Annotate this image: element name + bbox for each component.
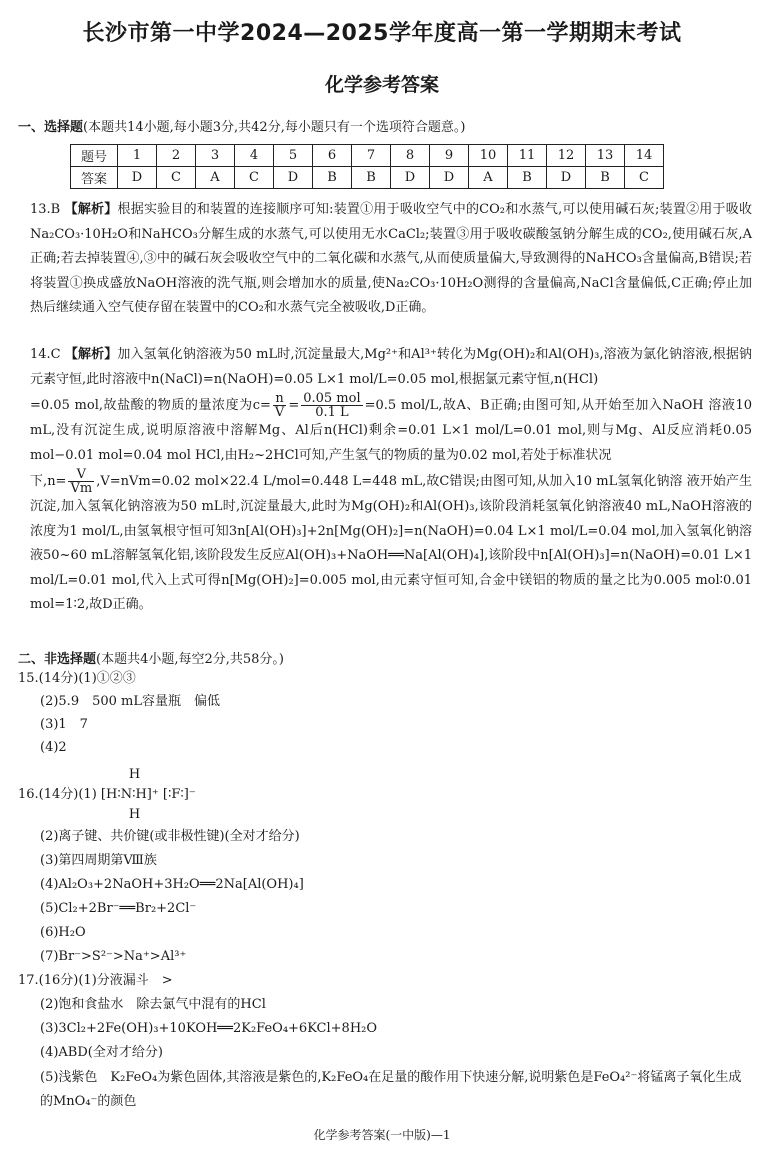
table-row-numbers: [71, 145, 664, 167]
table-cell: C: [157, 167, 196, 189]
q16-line4: (4)Al₂O₃+2NaOH+3H₂O══2Na[Al(OH)₄]: [40, 877, 304, 892]
table-cell: C: [235, 167, 274, 189]
table-cell: D: [547, 167, 586, 189]
q17-line1: 17.(16分)(1)分液漏斗 >: [18, 973, 173, 988]
q16-line1: 16.(14分)(1) H [H∶N∶H]⁺ H [∶F∶]⁻: [18, 767, 196, 822]
table-cell: D: [430, 167, 469, 189]
table-cell: 14: [625, 145, 664, 167]
q16-line6: (6)H₂O: [40, 925, 86, 940]
q16-line3: (3)第四周期第Ⅷ族: [40, 853, 157, 868]
answer-table: [70, 144, 664, 189]
q15-line2: (2)5.9 500 mL容量瓶 偏低: [40, 694, 220, 709]
table-cell: 2: [157, 145, 196, 167]
table-cell: 3: [196, 145, 235, 167]
fraction: $\frac{V}{Vm}$: [70, 467, 93, 496]
table-cell: 8: [391, 145, 430, 167]
table-row-answers: [71, 167, 664, 189]
section2-heading: 二、非选择题(本题共4小题,每空2分,共58分。): [18, 652, 285, 667]
table-cell: 7: [352, 145, 391, 167]
q15-line1: 15.(14分)(1)①②③: [18, 671, 136, 686]
q17-line2: (2)饱和食盐水 除去氯气中混有的HCl: [40, 997, 266, 1012]
table-cell: D: [118, 167, 157, 189]
table-cell: B: [586, 167, 625, 189]
q15-line4: (4)2: [40, 740, 67, 755]
row-label-question: 题号: [71, 145, 118, 167]
section1-heading: 一、选择题(本题共14小题,每小题3分,共42分,每小题只有一个选项符合题意。): [18, 120, 466, 135]
q13-explanation: 13.B 【解析】根据实验目的和装置的连接顺序可知:装置①用于吸收空气中的CO₂和水蒸气,可以使用碱石灰;装置②用于吸收Na₂CO₃·10H₂O和NaHCO₃分解生成的水蒸气,可以使用无水CaCl₂;装置③用于吸收碳酸氢钠分解生成的CO₂,使用碱石灰,A正确;若去掉装置④,③中的碱石灰会吸收空气中的二氧化碳和水蒸气,从而使质量偏大,导致测得的NaHCO₃含量偏高,B错误;若将装置①换成盛放NaOH溶液的洗气瓶,则会增加水的质量,使Na₂CO₃·10H₂O测得的含量偏高,NaCl含量偏低,C正确;停止加热后继续通入空气使存留在装置中的CO₂和水蒸气完全被吸收,D正确。: [30, 202, 752, 315]
table-cell: C: [625, 167, 664, 189]
q14-explanation: 14.C 【解析】加入氢氧化钠溶液为50 mL时,沉淀量最大,Mg²⁺和Al³⁺转化为Mg(OH)₂和Al(OH)₃,溶液为氯化钠溶液,根据钠元素守恒,此时溶液中n(NaCl)=n(NaOH)=0.05 L×1 mol/L=0.05 mol,根据氯元素守恒,n(HCl) =0.05 mol,故盐酸的物质的量浓度为c= $\frac{n}{V}$ = $\frac{\text{0.05 mol}}{0.1 L}$ =0.5 mol/L,故A、B正确;由图可知,从开始至加入NaOH 溶液10 mL,没有沉淀生成,说明原溶液中溶解Mg、Al后n(HCl)剩余=0.01 L×1 mol/L=0.01 mol,则与Mg、Al反应消耗0.05 mol−0.01 mol=0.04 mol HCl,由H₂~2HCl可知,产生氢气的物质的量为0.02 mol,若处于标准状况 下,n= $\frac{V}{Vm}$ ,V=nVm=0.02 mol×22.4 L/mol=0.448 L=448 mL,故C错误;由图可知,从加入10 mL氢氧化钠溶 液开始产生沉淀,加入氢氧化钠溶液为50 mL时,沉淀量最大,此时为Mg(OH)₂和Al(OH)₃,该阶段消耗氢氧化钠溶液40 mL,NaOH溶液的浓度为1 mol/L,由氢氧根守恒可知3n[Al(OH)₃]+2n[Mg(OH)₂]=n(NaOH)=0.04 L×1 mol/L=0.04 mol,加入氢氧化钠溶液50~60 mL溶解氢氧化铝,该阶段发生反应Al(OH)₃+NaOH══Na[Al(OH)₄],该阶段中n[Al(OH)₃]=n(NaOH)=0.01 L×1 mol/L=0.01 mol,代入上式可得n[Mg(OH)₂]=0.005 mol,由元素守恒可知,合金中镁铝的物质的量之比为0.005 mol∶0.01 mol=1∶2,故D正确。: [30, 347, 752, 612]
table-cell: 9: [430, 145, 469, 167]
table-cell: A: [469, 167, 508, 189]
table-cell: D: [274, 167, 313, 189]
page-title: 长沙市第一中学2024—2025学年度高一第一学期期末考试: [82, 21, 682, 46]
q17-line5: (5)浅紫色 K₂FeO₄为紫色固体,其溶液是紫色的,K₂FeO₄在足量的酸作用下快速分解,说明紫色是FeO₄²⁻将锰离子氧化生成的MnO₄⁻的颜色: [40, 1070, 742, 1109]
q16-line2: (2)离子键、共价键(或非极性键)(全对才给分): [40, 829, 300, 844]
table-cell: 12: [547, 145, 586, 167]
q16-line5: (5)Cl₂+2Br⁻══Br₂+2Cl⁻: [40, 901, 197, 916]
table-cell: 10: [469, 145, 508, 167]
table-cell: B: [313, 167, 352, 189]
table-cell: 4: [235, 145, 274, 167]
table-cell: 11: [508, 145, 547, 167]
page-footer: 化学参考答案(一中版)—1: [313, 1128, 451, 1142]
fraction: $\frac{n}{V}$: [274, 391, 285, 420]
table-cell: 6: [313, 145, 352, 167]
q17-line4: (4)ABD(全对才给分): [40, 1045, 163, 1060]
table-cell: 5: [274, 145, 313, 167]
table-cell: 13: [586, 145, 625, 167]
lewis-structure: H [H∶N∶H]⁺ H: [100, 767, 159, 822]
fraction: $\frac{\text{0.05 mol}}{0.1 L}$: [303, 391, 361, 420]
table-cell: B: [508, 167, 547, 189]
table-cell: 1: [118, 145, 157, 167]
q16-line7: (7)Br⁻>S²⁻>Na⁺>Al³⁺: [40, 949, 187, 964]
table-cell: B: [352, 167, 391, 189]
page-subtitle: 化学参考答案: [324, 74, 439, 96]
q17-line3: (3)3Cl₂+2Fe(OH)₃+10KOH══2K₂FeO₄+6KCl+8H₂O: [40, 1021, 378, 1036]
table-cell: D: [391, 167, 430, 189]
q15-line3: (3)1 7: [40, 717, 88, 732]
table-cell: A: [196, 167, 235, 189]
row-label-answer: 答案: [71, 167, 118, 189]
